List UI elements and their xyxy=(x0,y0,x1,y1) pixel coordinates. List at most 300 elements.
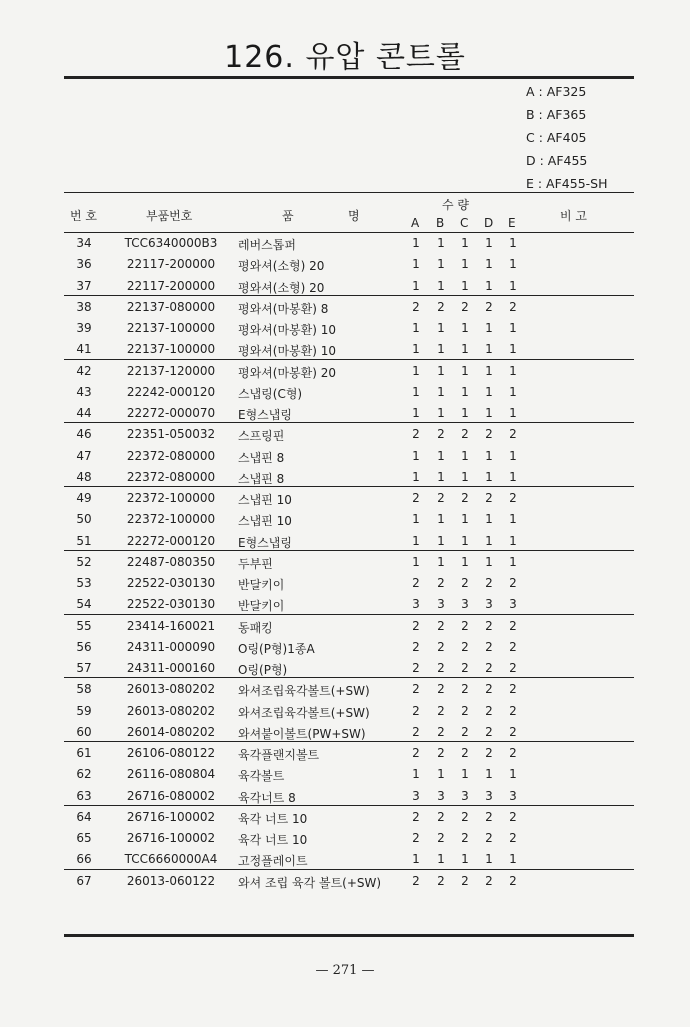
table-row xyxy=(0,785,690,806)
part-name: 와셔붙이볼트(PW+SW) xyxy=(238,726,366,741)
part-number: 24311-000090 xyxy=(126,639,216,654)
table-row xyxy=(0,445,690,466)
qty-d: 2 xyxy=(485,661,493,675)
part-number: 24311-000160 xyxy=(126,661,216,675)
row-number: 67 xyxy=(76,873,92,888)
part-name: 육각너트 8 xyxy=(238,790,296,805)
qty-c: 2 xyxy=(461,299,469,314)
table-row xyxy=(0,317,690,338)
qty-a: 2 xyxy=(412,491,420,505)
qty-c: 1 xyxy=(461,236,469,250)
qty-b: 1 xyxy=(437,406,445,420)
qty-c: 2 xyxy=(461,661,469,675)
row-number: 36 xyxy=(76,257,92,272)
qty-a: 2 xyxy=(412,427,420,442)
row-number: 52 xyxy=(76,554,92,569)
header-qty-e: E xyxy=(508,216,516,230)
qty-a: 1 xyxy=(412,406,420,420)
qty-e: 1 xyxy=(509,257,517,272)
qty-e: 2 xyxy=(509,809,517,824)
model-legend-b: B : AF365 xyxy=(526,107,587,122)
qty-d: 3 xyxy=(485,597,493,612)
qty-a: 2 xyxy=(412,703,420,718)
qty-c: 1 xyxy=(461,533,469,548)
qty-c: 1 xyxy=(461,406,469,420)
part-name: 스냅링(C형) xyxy=(238,386,303,401)
part-number: 22522-030130 xyxy=(126,597,216,612)
part-name: 평와셔(마봉환) 20 xyxy=(238,365,336,380)
table-row xyxy=(0,572,690,593)
qty-b: 2 xyxy=(437,491,445,505)
qty-d: 2 xyxy=(485,746,493,760)
row-number: 64 xyxy=(76,809,92,824)
qty-b: 2 xyxy=(437,746,445,760)
qty-d: 1 xyxy=(485,406,493,420)
page-title: 126. 유압 콘트롤 xyxy=(224,40,466,75)
part-name: 스냅핀 10 xyxy=(238,493,292,507)
table-row xyxy=(0,806,690,827)
qty-c: 2 xyxy=(461,682,469,697)
qty-d: 1 xyxy=(485,448,493,463)
qty-e: 1 xyxy=(509,342,517,357)
qty-d: 3 xyxy=(485,788,493,803)
qty-e: 1 xyxy=(509,321,517,335)
part-name: 두부핀 xyxy=(238,556,273,571)
row-number: 60 xyxy=(76,724,92,739)
header-part-number: 부품번호 xyxy=(146,209,193,223)
qty-a: 2 xyxy=(412,809,420,824)
qty-c: 3 xyxy=(461,788,469,803)
page-number: — 271 — xyxy=(315,963,375,978)
part-number: 22137-080000 xyxy=(126,299,216,314)
qty-b: 2 xyxy=(437,873,445,888)
table-row xyxy=(0,508,690,529)
row-number: 46 xyxy=(76,427,92,442)
row-number: 50 xyxy=(76,512,92,527)
qty-b: 2 xyxy=(437,427,445,442)
part-name: 평와셔(마봉환) 10 xyxy=(238,323,336,337)
qty-b: 1 xyxy=(437,384,445,399)
row-number: 66 xyxy=(76,852,92,867)
qty-d: 2 xyxy=(485,299,493,314)
part-number: 22487-080350 xyxy=(126,554,216,569)
part-name: E형스냅링 xyxy=(238,408,292,422)
qty-e: 1 xyxy=(509,469,517,484)
qty-d: 2 xyxy=(485,618,493,633)
row-number: 55 xyxy=(76,618,92,633)
table-row xyxy=(0,827,690,848)
qty-c: 3 xyxy=(461,597,469,612)
qty-d: 2 xyxy=(485,724,493,739)
qty-c: 1 xyxy=(461,278,469,293)
part-number: TCC6340000B3 xyxy=(124,236,218,250)
qty-a: 1 xyxy=(412,852,420,867)
qty-b: 1 xyxy=(437,554,445,569)
part-name: 평와셔(마봉환) 8 xyxy=(238,301,329,316)
row-number: 62 xyxy=(76,767,92,782)
qty-c: 1 xyxy=(461,512,469,527)
qty-d: 1 xyxy=(485,257,493,272)
part-number: 22137-120000 xyxy=(126,363,216,378)
qty-d: 2 xyxy=(485,809,493,824)
header-qty-a: A xyxy=(411,216,420,230)
row-number: 39 xyxy=(76,321,92,335)
header-quantity: 수 량 xyxy=(442,198,469,212)
table-row xyxy=(0,636,690,657)
table-row xyxy=(0,530,690,551)
part-name: 육각 너트 10 xyxy=(238,811,308,826)
qty-c: 1 xyxy=(461,257,469,272)
qty-b: 2 xyxy=(437,618,445,633)
qty-e: 2 xyxy=(509,873,517,888)
table-row xyxy=(0,593,690,614)
part-name: O링(P형) xyxy=(238,663,288,677)
qty-a: 2 xyxy=(412,576,420,590)
qty-a: 3 xyxy=(412,597,420,612)
row-number: 43 xyxy=(76,384,92,399)
qty-b: 1 xyxy=(437,321,445,335)
qty-e: 1 xyxy=(509,533,517,548)
qty-e: 3 xyxy=(509,788,517,803)
qty-a: 2 xyxy=(412,746,420,760)
qty-b: 2 xyxy=(437,639,445,654)
part-number: 22242-000120 xyxy=(126,384,216,399)
header-qty-c: C xyxy=(460,216,469,230)
qty-b: 1 xyxy=(437,363,445,378)
title-divider xyxy=(64,76,634,79)
qty-c: 2 xyxy=(461,618,469,633)
qty-c: 2 xyxy=(461,491,469,505)
qty-a: 1 xyxy=(412,321,420,335)
qty-a: 1 xyxy=(412,363,420,378)
qty-b: 1 xyxy=(437,257,445,272)
table-row xyxy=(0,763,690,784)
table-row xyxy=(0,275,690,296)
part-number: 26716-100002 xyxy=(126,809,216,824)
part-name: 육각 너트 10 xyxy=(238,833,308,847)
footer-divider xyxy=(64,934,634,937)
qty-d: 1 xyxy=(485,554,493,569)
qty-b: 2 xyxy=(437,576,445,590)
qty-c: 2 xyxy=(461,831,469,845)
table-row xyxy=(0,381,690,402)
part-name: 반달키이 xyxy=(238,578,285,592)
qty-d: 1 xyxy=(485,321,493,335)
part-number: 22351-050032 xyxy=(126,427,216,442)
qty-c: 1 xyxy=(461,469,469,484)
table-row xyxy=(0,360,690,381)
qty-e: 2 xyxy=(509,491,517,505)
row-number: 53 xyxy=(76,576,92,590)
qty-c: 2 xyxy=(461,427,469,442)
qty-d: 1 xyxy=(485,363,493,378)
qty-d: 1 xyxy=(485,278,493,293)
row-number: 42 xyxy=(76,363,92,378)
table-row xyxy=(0,700,690,721)
table-row xyxy=(0,657,690,678)
qty-e: 1 xyxy=(509,278,517,293)
part-number: 26013-080202 xyxy=(126,703,216,718)
row-number: 59 xyxy=(76,703,92,718)
qty-b: 1 xyxy=(437,236,445,250)
qty-e: 2 xyxy=(509,682,517,697)
qty-d: 1 xyxy=(485,767,493,782)
table-row xyxy=(0,487,690,508)
table-row xyxy=(0,742,690,763)
qty-e: 1 xyxy=(509,852,517,867)
qty-c: 1 xyxy=(461,321,469,335)
part-number: 22372-100000 xyxy=(126,491,216,505)
qty-d: 1 xyxy=(485,852,493,867)
part-name: 스프링핀 xyxy=(238,429,285,444)
qty-b: 1 xyxy=(437,448,445,463)
qty-e: 2 xyxy=(509,299,517,314)
qty-a: 1 xyxy=(412,384,420,399)
part-number: 26014-080202 xyxy=(126,724,216,739)
qty-e: 2 xyxy=(509,661,517,675)
row-number: 44 xyxy=(76,406,92,420)
qty-a: 2 xyxy=(412,873,420,888)
qty-e: 2 xyxy=(509,703,517,718)
qty-b: 2 xyxy=(437,703,445,718)
qty-a: 2 xyxy=(412,299,420,314)
qty-a: 2 xyxy=(412,724,420,739)
qty-e: 2 xyxy=(509,831,517,845)
qty-d: 1 xyxy=(485,236,493,250)
qty-a: 2 xyxy=(412,618,420,633)
qty-d: 2 xyxy=(485,703,493,718)
qty-b: 3 xyxy=(437,597,445,612)
qty-b: 1 xyxy=(437,469,445,484)
part-number: 23414-160021 xyxy=(126,618,216,633)
qty-b: 1 xyxy=(437,278,445,293)
qty-b: 2 xyxy=(437,831,445,845)
table-row xyxy=(0,615,690,636)
part-number: 22372-080000 xyxy=(126,448,216,463)
qty-a: 1 xyxy=(412,767,420,782)
qty-a: 1 xyxy=(412,512,420,527)
row-number: 49 xyxy=(76,491,92,505)
qty-d: 1 xyxy=(485,533,493,548)
qty-b: 2 xyxy=(437,661,445,675)
qty-c: 1 xyxy=(461,384,469,399)
qty-a: 1 xyxy=(412,342,420,357)
header-name-right: 명 xyxy=(348,209,360,223)
qty-b: 2 xyxy=(437,682,445,697)
part-name: 스냅핀 8 xyxy=(238,450,285,465)
part-number: 22272-000070 xyxy=(126,406,216,420)
qty-e: 1 xyxy=(509,406,517,420)
qty-d: 2 xyxy=(485,831,493,845)
qty-b: 1 xyxy=(437,533,445,548)
row-number: 57 xyxy=(76,661,92,675)
part-name: 와셔조립육각볼트(+SW) xyxy=(238,705,370,720)
table-row xyxy=(0,870,690,891)
qty-b: 1 xyxy=(437,342,445,357)
qty-b: 2 xyxy=(437,724,445,739)
qty-a: 2 xyxy=(412,639,420,654)
part-number: 22117-200000 xyxy=(126,278,216,293)
qty-b: 2 xyxy=(437,299,445,314)
qty-a: 1 xyxy=(412,554,420,569)
model-legend-e: E : AF455-SH xyxy=(526,176,608,191)
qty-b: 3 xyxy=(437,788,445,803)
qty-a: 1 xyxy=(412,448,420,463)
row-number: 61 xyxy=(76,746,92,760)
qty-e: 1 xyxy=(509,363,517,378)
model-legend-a: A : AF325 xyxy=(526,84,587,99)
parts-table-body xyxy=(0,232,690,891)
header-name-left: 품 xyxy=(282,209,294,223)
part-name: 평와셔(소형) 20 xyxy=(238,259,325,274)
qty-e: 2 xyxy=(509,746,517,760)
part-number: 22117-200000 xyxy=(126,257,216,272)
qty-d: 2 xyxy=(485,682,493,697)
table-row xyxy=(0,402,690,423)
qty-d: 2 xyxy=(485,576,493,590)
qty-e: 1 xyxy=(509,236,517,250)
qty-c: 2 xyxy=(461,724,469,739)
part-name: 평와셔(마봉환) 10 xyxy=(238,344,336,359)
table-row xyxy=(0,253,690,274)
qty-a: 1 xyxy=(412,236,420,250)
part-name: 레버스톱퍼 xyxy=(238,238,296,252)
part-name: 와셔조립육각볼트(+SW) xyxy=(238,684,370,699)
header-qty-b: B xyxy=(436,216,445,230)
part-number: 26106-080122 xyxy=(126,746,216,760)
qty-a: 1 xyxy=(412,469,420,484)
part-name: 육각플랜지볼트 xyxy=(238,748,320,762)
part-number: 26716-100002 xyxy=(126,831,216,845)
qty-d: 1 xyxy=(485,512,493,527)
row-number: 65 xyxy=(76,831,92,845)
row-number: 51 xyxy=(76,533,92,548)
part-name: 반달키이 xyxy=(238,599,285,614)
part-name: 육각볼트 xyxy=(238,769,285,784)
qty-e: 1 xyxy=(509,384,517,399)
qty-c: 1 xyxy=(461,342,469,357)
part-number: 26116-080804 xyxy=(126,767,216,782)
qty-d: 2 xyxy=(485,427,493,442)
qty-d: 1 xyxy=(485,384,493,399)
part-number: 22372-100000 xyxy=(126,512,216,527)
part-number: 22372-080000 xyxy=(126,469,216,484)
part-name: 스냅핀 8 xyxy=(238,471,285,486)
qty-c: 1 xyxy=(461,448,469,463)
qty-a: 1 xyxy=(412,533,420,548)
row-number: 37 xyxy=(76,278,92,293)
row-number: 54 xyxy=(76,597,92,612)
part-number: 22522-030130 xyxy=(126,576,216,590)
header-no: 번 호 xyxy=(70,209,97,223)
table-row xyxy=(0,848,690,869)
row-number: 34 xyxy=(76,236,92,250)
model-legend-d: D : AF455 xyxy=(526,153,588,168)
part-name: 고정플레이트 xyxy=(238,854,308,869)
header-remark: 비 고 xyxy=(560,209,587,223)
part-number: 26013-080202 xyxy=(126,682,216,697)
qty-d: 1 xyxy=(485,342,493,357)
qty-e: 2 xyxy=(509,618,517,633)
qty-c: 2 xyxy=(461,639,469,654)
qty-b: 1 xyxy=(437,767,445,782)
table-row xyxy=(0,338,690,359)
qty-c: 2 xyxy=(461,576,469,590)
table-row xyxy=(0,232,690,253)
table-row xyxy=(0,551,690,572)
part-name: E형스냅링 xyxy=(238,535,292,550)
part-number: 22272-000120 xyxy=(126,533,216,548)
part-name: 와셔 조립 육각 볼트(+SW) xyxy=(238,875,382,890)
part-number: 22137-100000 xyxy=(126,342,216,357)
qty-a: 2 xyxy=(412,661,420,675)
row-number: 63 xyxy=(76,788,92,803)
row-number: 48 xyxy=(76,469,92,484)
table-row xyxy=(0,296,690,317)
part-number: 22137-100000 xyxy=(126,321,216,335)
qty-b: 1 xyxy=(437,512,445,527)
qty-b: 1 xyxy=(437,852,445,867)
table-row xyxy=(0,423,690,444)
qty-a: 1 xyxy=(412,257,420,272)
qty-e: 1 xyxy=(509,767,517,782)
qty-c: 2 xyxy=(461,873,469,888)
part-name: 평와셔(소형) 20 xyxy=(238,280,325,295)
qty-a: 2 xyxy=(412,682,420,697)
row-number: 41 xyxy=(76,342,92,357)
part-name: O링(P형)1종A xyxy=(238,641,315,656)
qty-e: 2 xyxy=(509,724,517,739)
row-number: 47 xyxy=(76,448,92,463)
table-row xyxy=(0,721,690,742)
part-number: 26716-080002 xyxy=(126,788,216,803)
part-number: TCC6660000A4 xyxy=(124,852,218,867)
qty-b: 2 xyxy=(437,809,445,824)
qty-c: 1 xyxy=(461,554,469,569)
table-row xyxy=(0,678,690,699)
qty-e: 3 xyxy=(509,597,517,612)
qty-d: 2 xyxy=(485,639,493,654)
row-number: 56 xyxy=(76,639,92,654)
qty-e: 1 xyxy=(509,448,517,463)
qty-d: 2 xyxy=(485,873,493,888)
qty-e: 2 xyxy=(509,576,517,590)
qty-d: 2 xyxy=(485,491,493,505)
qty-c: 1 xyxy=(461,767,469,782)
qty-e: 1 xyxy=(509,554,517,569)
table-row xyxy=(0,466,690,487)
row-number: 58 xyxy=(76,682,92,697)
qty-c: 2 xyxy=(461,703,469,718)
qty-c: 2 xyxy=(461,746,469,760)
qty-d: 1 xyxy=(485,469,493,484)
qty-a: 2 xyxy=(412,831,420,845)
table-top-border xyxy=(64,192,634,193)
qty-c: 1 xyxy=(461,363,469,378)
part-number: 26013-060122 xyxy=(126,873,216,888)
model-legend xyxy=(526,80,608,195)
qty-e: 1 xyxy=(509,512,517,527)
row-number: 38 xyxy=(76,299,92,314)
qty-e: 2 xyxy=(509,639,517,654)
part-name: 동패킹 xyxy=(238,620,273,635)
qty-e: 2 xyxy=(509,427,517,442)
qty-c: 1 xyxy=(461,852,469,867)
qty-a: 1 xyxy=(412,278,420,293)
part-name: 스냅핀 10 xyxy=(238,514,292,529)
qty-a: 3 xyxy=(412,788,420,803)
model-legend-c: C : AF405 xyxy=(526,130,587,145)
